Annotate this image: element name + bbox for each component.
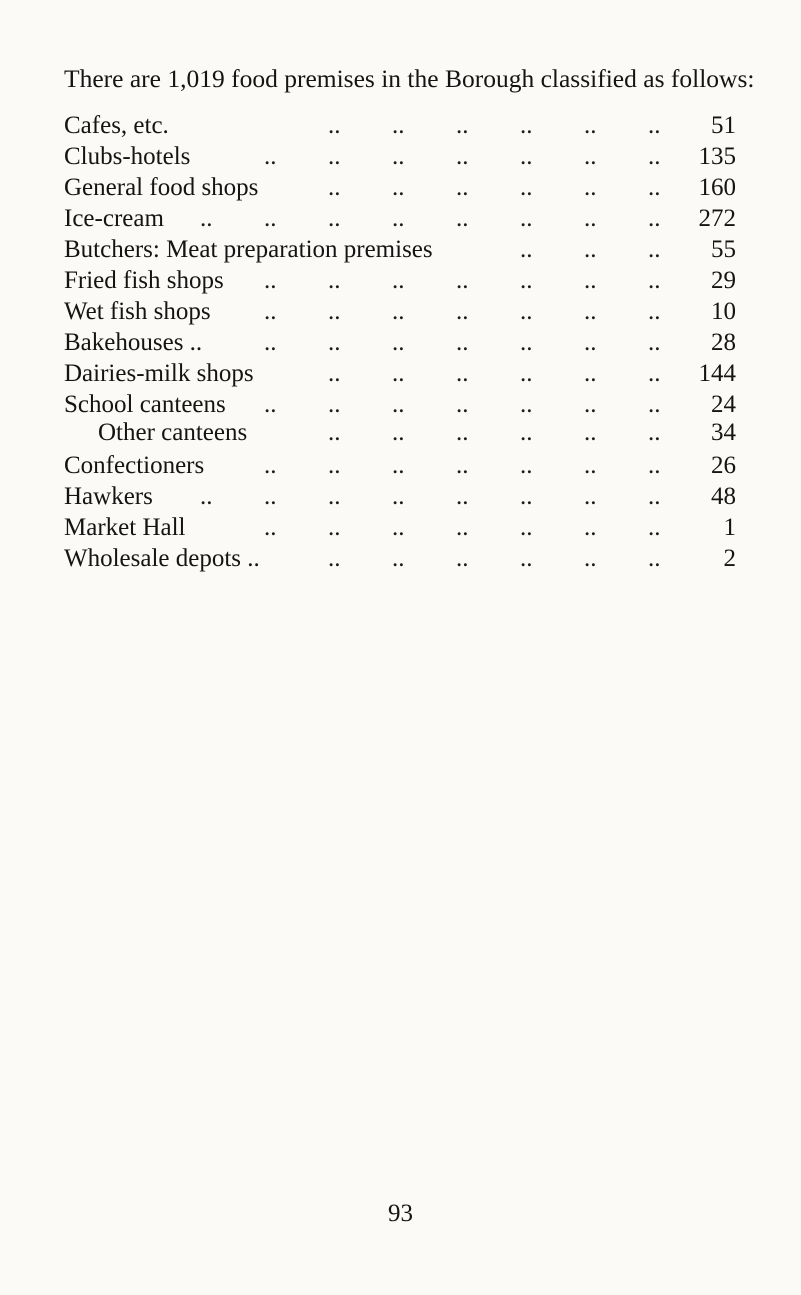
leader-dots: .. — [456, 267, 469, 294]
row-value: 48 — [711, 483, 736, 510]
leader-dots: .. — [392, 205, 405, 232]
leader-dots: .. — [648, 329, 661, 356]
leader-dots: .. — [456, 545, 469, 572]
row-label: Butchers: Meat preparation premises — [64, 236, 433, 263]
leader-dots: .. — [520, 174, 533, 201]
leader-dots: .. — [584, 514, 597, 541]
row-value: 135 — [698, 143, 736, 170]
leader-dots: .. — [392, 419, 405, 446]
leader-dots: .. — [392, 452, 405, 479]
leader-dots: .. — [648, 514, 661, 541]
table-row — [64, 420, 736, 450]
leader-dots: .. — [392, 329, 405, 356]
row-value: 29 — [711, 267, 736, 294]
leader-dots: .. — [392, 298, 405, 325]
table-row — [64, 543, 736, 574]
leader-dots: .. — [520, 391, 533, 418]
row-label: Bakehouses .. — [64, 329, 203, 356]
leader-dots: .. — [520, 205, 533, 232]
row-label: Fried fish shops — [64, 267, 224, 294]
leader-dots: .. — [584, 236, 597, 263]
leader-dots: .. — [392, 483, 405, 510]
leader-dots: .. — [392, 545, 405, 572]
row-value: 160 — [698, 174, 736, 201]
row-label: Other canteens — [98, 419, 248, 446]
leader-dots: .. — [328, 112, 341, 139]
leader-dots: .. — [584, 483, 597, 510]
leader-dots: .. — [328, 298, 341, 325]
row-label: School canteens — [64, 391, 226, 418]
table-row — [64, 358, 736, 389]
row-label: Wet fish shops — [64, 298, 211, 325]
leader-dots: .. — [520, 143, 533, 170]
leader-dots: .. — [648, 236, 661, 263]
leader-dots: .. — [264, 391, 277, 418]
leader-dots: .. — [648, 267, 661, 294]
row-value: 10 — [711, 298, 736, 325]
leader-dots: .. — [648, 112, 661, 139]
table-row — [64, 512, 736, 543]
leader-dots: .. — [328, 391, 341, 418]
table-row — [64, 481, 736, 512]
table-row — [64, 203, 736, 234]
table-row — [64, 172, 736, 203]
leader-dots: .. — [200, 483, 213, 510]
leader-dots: .. — [264, 514, 277, 541]
row-value: 144 — [698, 360, 736, 387]
leader-dots: .. — [264, 267, 277, 294]
row-label: Ice-cream — [64, 205, 164, 232]
leader-dots: .. — [328, 452, 341, 479]
row-label: Clubs-hotels — [64, 143, 191, 170]
row-label: Market Hall — [64, 514, 186, 541]
row-value: 55 — [711, 236, 736, 263]
leader-dots: .. — [392, 514, 405, 541]
row-value: 51 — [711, 112, 736, 139]
leader-dots: .. — [264, 205, 277, 232]
premises-table — [64, 110, 736, 574]
leader-dots: .. — [648, 360, 661, 387]
leader-dots: .. — [648, 419, 661, 446]
leader-dots: .. — [264, 452, 277, 479]
leader-dots: .. — [392, 112, 405, 139]
leader-dots: .. — [456, 360, 469, 387]
leader-dots: .. — [456, 452, 469, 479]
leader-dots: .. — [328, 329, 341, 356]
leader-dots: .. — [584, 391, 597, 418]
leader-dots: .. — [584, 545, 597, 572]
leader-dots: .. — [520, 267, 533, 294]
table-row — [64, 265, 736, 296]
leader-dots: .. — [328, 483, 341, 510]
leader-dots: .. — [264, 143, 277, 170]
table-row — [64, 450, 736, 481]
leader-dots: .. — [456, 112, 469, 139]
row-value: 272 — [698, 205, 736, 232]
leader-dots: .. — [584, 419, 597, 446]
leader-dots: .. — [200, 205, 213, 232]
leader-dots: .. — [520, 545, 533, 572]
leader-dots: .. — [456, 514, 469, 541]
leader-dots: .. — [392, 391, 405, 418]
leader-dots: .. — [456, 298, 469, 325]
leader-dots: .. — [520, 419, 533, 446]
leader-dots: .. — [584, 205, 597, 232]
leader-dots: .. — [520, 514, 533, 541]
row-value: 26 — [711, 452, 736, 479]
leader-dots: .. — [328, 514, 341, 541]
row-value: 28 — [711, 329, 736, 356]
table-row — [64, 327, 736, 358]
page-number: 93 — [388, 1200, 413, 1227]
leader-dots: .. — [584, 360, 597, 387]
row-label: Confectioners — [64, 452, 205, 479]
leader-dots: .. — [584, 267, 597, 294]
leader-dots: .. — [456, 143, 469, 170]
table-row — [64, 141, 736, 172]
leader-dots: .. — [520, 112, 533, 139]
leader-dots: .. — [520, 329, 533, 356]
leader-dots: .. — [328, 267, 341, 294]
leader-dots: .. — [328, 545, 341, 572]
leader-dots: .. — [648, 545, 661, 572]
leader-dots: .. — [328, 205, 341, 232]
leader-dots: .. — [584, 298, 597, 325]
table-row — [64, 110, 736, 141]
leader-dots: .. — [264, 298, 277, 325]
table-row — [64, 296, 736, 327]
row-value: 34 — [711, 419, 736, 446]
intro-sentence: There are 1,019 food premises in the Borough classified as follows: — [64, 64, 755, 93]
leader-dots: .. — [392, 360, 405, 387]
leader-dots: .. — [584, 329, 597, 356]
leader-dots: .. — [456, 174, 469, 201]
row-label: Hawkers — [64, 483, 153, 510]
leader-dots: .. — [520, 298, 533, 325]
leader-dots: .. — [648, 452, 661, 479]
row-label: Wholesale depots .. — [64, 545, 260, 572]
leader-dots: .. — [392, 143, 405, 170]
table-row — [64, 389, 736, 420]
leader-dots: .. — [328, 174, 341, 201]
leader-dots: .. — [328, 360, 341, 387]
row-label: Dairies-milk shops — [64, 360, 254, 387]
leader-dots: .. — [520, 236, 533, 263]
leader-dots: .. — [648, 174, 661, 201]
leader-dots: .. — [520, 483, 533, 510]
leader-dots: .. — [328, 143, 341, 170]
leader-dots: .. — [328, 419, 341, 446]
leader-dots: .. — [648, 298, 661, 325]
leader-dots: .. — [456, 419, 469, 446]
leader-dots: .. — [520, 452, 533, 479]
leader-dots: .. — [456, 483, 469, 510]
row-value: 2 — [723, 545, 736, 572]
leader-dots: .. — [648, 143, 661, 170]
leader-dots: .. — [392, 267, 405, 294]
leader-dots: .. — [584, 452, 597, 479]
leader-dots: .. — [456, 205, 469, 232]
row-value: 24 — [711, 391, 736, 418]
leader-dots: .. — [648, 483, 661, 510]
leader-dots: .. — [648, 205, 661, 232]
leader-dots: .. — [392, 174, 405, 201]
row-label: General food shops — [64, 174, 259, 201]
table-row — [64, 234, 736, 265]
leader-dots: .. — [456, 391, 469, 418]
leader-dots: .. — [456, 329, 469, 356]
row-label: Cafes, etc. — [64, 112, 169, 139]
leader-dots: .. — [584, 112, 597, 139]
leader-dots: .. — [584, 174, 597, 201]
leader-dots: .. — [264, 329, 277, 356]
leader-dots: .. — [648, 391, 661, 418]
leader-dots: .. — [520, 360, 533, 387]
leader-dots: .. — [264, 483, 277, 510]
leader-dots: .. — [584, 143, 597, 170]
row-value: 1 — [723, 514, 736, 541]
